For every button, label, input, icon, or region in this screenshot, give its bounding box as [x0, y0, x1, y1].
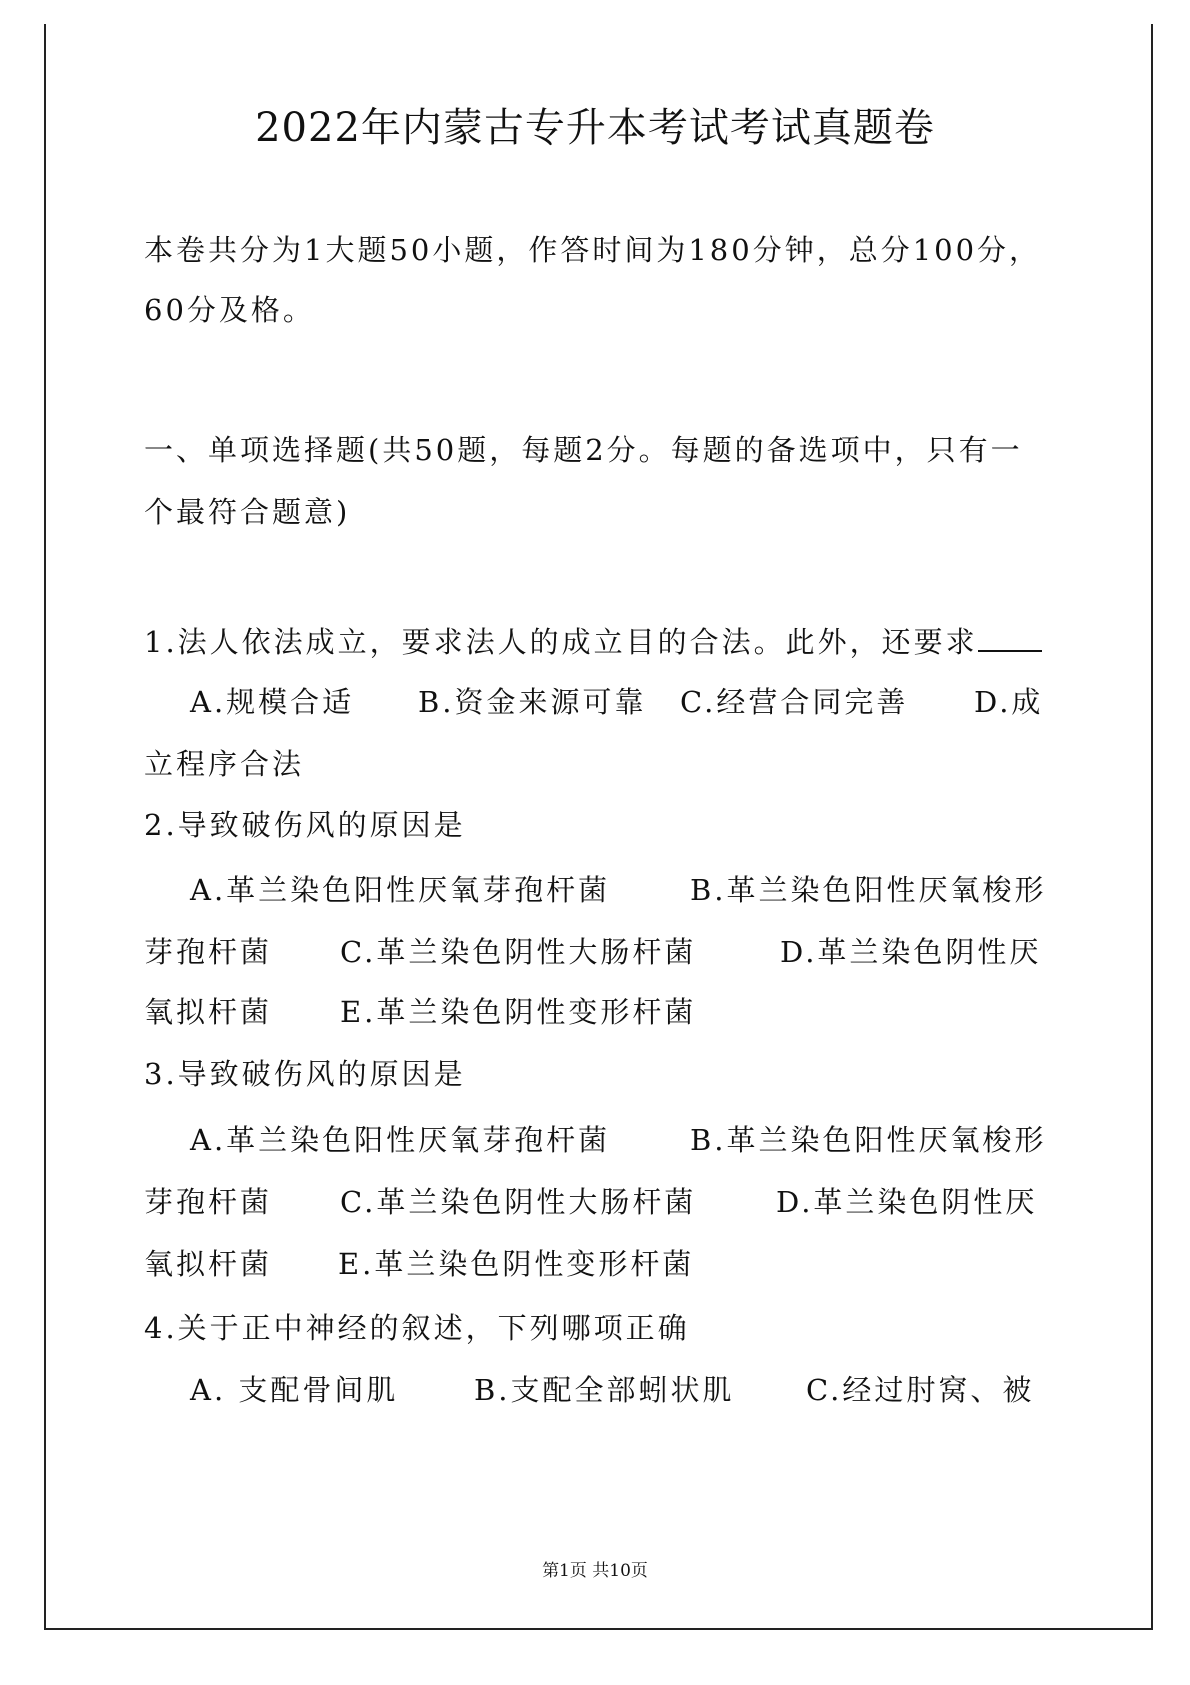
section-heading-line-1: 一、单项选择题(共50题，每题2分。每题的备选项中，只有一	[144, 433, 1023, 467]
question-4-option-c: C.经过肘窝、被	[806, 1373, 1035, 1407]
question-2-option-b-cont: 芽孢杆菌	[144, 935, 273, 969]
question-1-stem: 1.法人依法成立，要求法人的成立目的合法。此外，还要求	[144, 620, 1042, 661]
question-2-option-e: E.革兰染色阴性变形杆菌	[340, 995, 697, 1029]
question-2-option-d: D.革兰染色阴性厌	[780, 935, 1042, 969]
section-heading-line-2: 个最符合题意)	[144, 495, 351, 529]
question-3-option-b: B.革兰染色阳性厌氧梭形	[690, 1123, 1047, 1157]
question-1-option-c: C.经营合同完善	[680, 685, 909, 719]
question-2-option-b: B.革兰染色阳性厌氧梭形	[690, 873, 1047, 907]
question-1-option-d: D.成	[974, 685, 1044, 719]
question-2-option-a: A.革兰染色阳性厌氧芽孢杆菌	[190, 873, 611, 907]
question-2-option-d-cont: 氧拟杆菌	[144, 995, 273, 1029]
intro-line-2: 60分及格。	[144, 293, 315, 327]
question-4-option-b: B.支配全部蚓状肌	[474, 1373, 735, 1407]
question-1-option-b: B.资金来源可靠	[418, 685, 647, 719]
question-3-option-a: A.革兰染色阳性厌氧芽孢杆菌	[190, 1123, 611, 1157]
question-3-option-b-cont: 芽孢杆菌	[144, 1185, 273, 1219]
question-3-option-c: C.革兰染色阴性大肠杆菌	[340, 1185, 697, 1219]
question-2-stem: 2.导致破伤风的原因是	[144, 808, 466, 842]
question-3-stem: 3.导致破伤风的原因是	[144, 1057, 466, 1091]
question-3-option-e: E.革兰染色阴性变形杆菌	[338, 1247, 695, 1281]
question-4-stem: 4.关于正中神经的叙述，下列哪项正确	[144, 1311, 690, 1345]
question-2-option-c: C.革兰染色阴性大肠杆菌	[340, 935, 697, 969]
question-1-option-a: A.规模合适	[190, 685, 355, 719]
question-3-option-d: D.革兰染色阴性厌	[776, 1185, 1038, 1219]
answer-blank	[978, 626, 1042, 652]
page-title: 2022年内蒙古专升本考试考试真题卷	[255, 105, 935, 151]
intro-line-1: 本卷共分为1大题50小题，作答时间为180分钟，总分100分，	[144, 233, 1042, 267]
question-4-option-a: A. 支配骨间肌	[190, 1373, 399, 1407]
page-footer: 第1页 共10页	[542, 1561, 648, 1581]
question-1-continuation: 立程序合法	[144, 747, 305, 781]
question-3-option-d-cont: 氧拟杆菌	[144, 1247, 273, 1281]
